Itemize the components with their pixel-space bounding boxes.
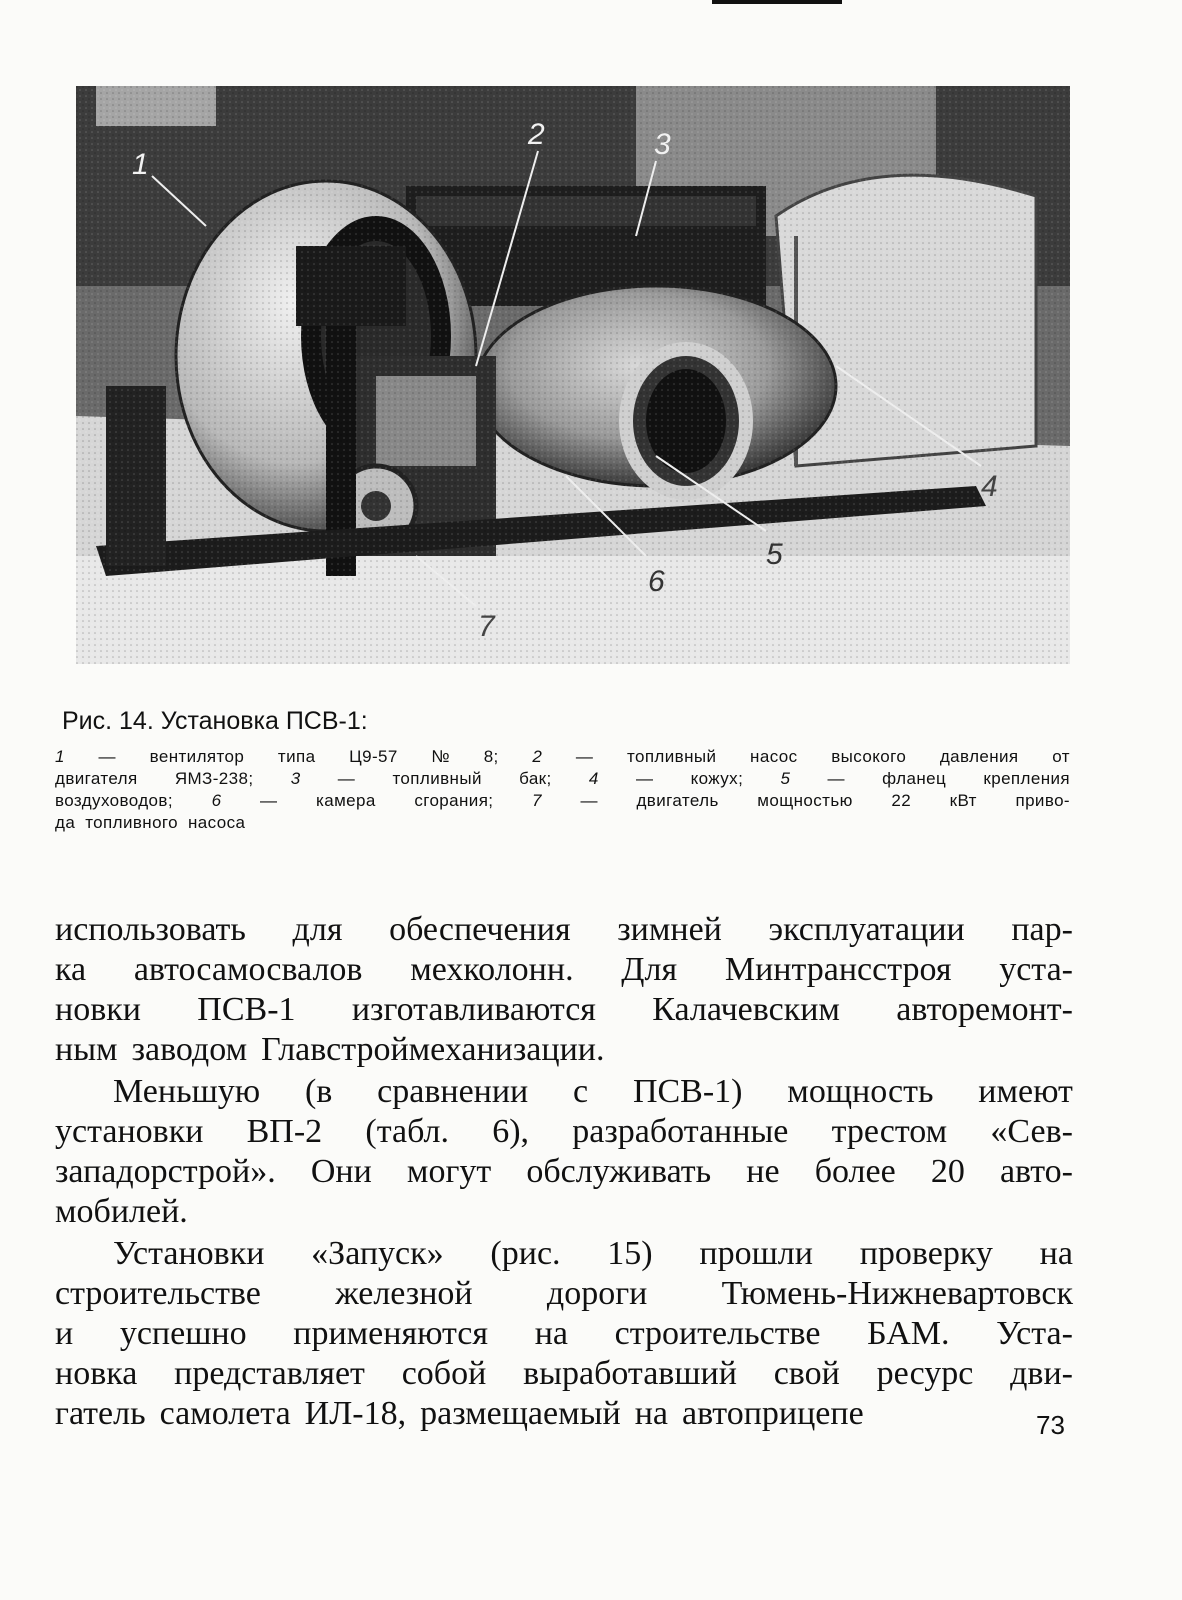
word: успешно: [119, 1315, 247, 1352]
word: новки: [55, 991, 141, 1028]
word: авто-: [999, 1153, 1073, 1190]
legend-word: 22: [891, 791, 912, 810]
word: установки: [55, 1113, 204, 1150]
word: ПСВ-1: [197, 991, 296, 1028]
body-text: [55, 910, 1073, 1436]
text-line: [55, 1030, 1073, 1070]
paragraph: [55, 1234, 1073, 1434]
word: на: [634, 1395, 668, 1432]
word: для: [292, 911, 343, 948]
word: автоприцепе: [681, 1395, 864, 1432]
word: выработавший: [523, 1355, 737, 1392]
legend-word: камера: [316, 791, 376, 810]
legend-word: насоса: [188, 813, 246, 832]
text-line: [55, 1354, 1073, 1394]
text-line: [55, 1394, 1073, 1434]
word: (в: [304, 1073, 333, 1110]
word: мехколонн.: [410, 951, 574, 988]
word: применяются: [293, 1315, 489, 1352]
legend-line: [55, 790, 1070, 812]
text-line: [55, 990, 1073, 1030]
word: новка: [55, 1355, 138, 1392]
callout-5: 5: [766, 538, 783, 571]
callout-1: 1: [132, 148, 149, 181]
callout-6: 6: [648, 565, 665, 598]
legend-word: 5: [780, 769, 791, 788]
word: ИЛ-18,: [304, 1395, 407, 1432]
word: зимней: [617, 911, 722, 948]
legend-word: кожух;: [690, 769, 744, 788]
legend-word: топливный: [626, 747, 717, 766]
callout-2: 2: [528, 118, 545, 151]
legend-word: от: [1052, 747, 1070, 766]
figure-legend: [55, 746, 1070, 834]
legend-word: 2: [532, 747, 543, 766]
word: разработанные: [572, 1113, 789, 1150]
word: обеспечения: [389, 911, 571, 948]
legend-word: —: [337, 769, 356, 788]
legend-word: —: [575, 747, 594, 766]
word: трестом: [831, 1113, 948, 1150]
text-line: [55, 910, 1073, 950]
legend-line: [55, 812, 1070, 834]
word: изготавливаются: [351, 991, 596, 1028]
text-line: [55, 950, 1073, 990]
word: заводом: [131, 1031, 248, 1068]
word: (рис.: [490, 1235, 561, 1272]
word: Они: [310, 1153, 372, 1190]
word: строительстве: [614, 1315, 821, 1352]
word: Главстроймеханизации.: [261, 1031, 605, 1068]
word: пар-: [1011, 911, 1073, 948]
legend-word: —: [827, 769, 845, 788]
word: «Запуск»: [311, 1235, 444, 1272]
word: западорстрой».: [55, 1153, 276, 1190]
word: ным: [55, 1031, 118, 1068]
paragraph: [55, 1072, 1073, 1232]
word: Уста-: [996, 1315, 1073, 1352]
page-number: 73: [1036, 1410, 1065, 1440]
word: (табл.: [365, 1113, 449, 1150]
text-line: [55, 1192, 1073, 1232]
word: на: [534, 1315, 568, 1352]
text-line: [55, 1234, 1073, 1274]
word: автосамосвалов: [133, 951, 363, 988]
word: 6),: [492, 1113, 530, 1150]
legend-word: вентилятор: [149, 747, 245, 766]
callout-4: 4: [981, 470, 998, 503]
word: не: [746, 1153, 780, 1190]
word: Меньшую: [113, 1073, 261, 1110]
word: могут: [406, 1153, 492, 1190]
word: ресурс: [876, 1355, 974, 1392]
word: гатель: [55, 1395, 146, 1432]
legend-word: 4: [588, 769, 599, 788]
word: мобилей.: [55, 1193, 188, 1230]
legend-word: типа: [277, 747, 316, 766]
legend-word: —: [580, 791, 598, 810]
word: уста-: [999, 951, 1073, 988]
top-rule: [712, 0, 842, 4]
legend-word: да: [55, 813, 76, 832]
legend-word: насос: [750, 747, 798, 766]
legend-word: высокого: [831, 747, 907, 766]
legend-word: бак;: [519, 769, 552, 788]
legend-word: топливный: [392, 769, 482, 788]
figure-photo: [76, 86, 1070, 664]
word: ВП-2: [246, 1113, 323, 1150]
word: Для: [621, 951, 678, 988]
word: более: [814, 1153, 896, 1190]
word: использовать: [55, 911, 246, 948]
word: дороги: [546, 1275, 648, 1312]
legend-word: ЯМЗ-238;: [174, 769, 254, 788]
word: Установки: [113, 1235, 265, 1272]
legend-word: двигателя: [55, 769, 138, 788]
legend-word: 3: [290, 769, 301, 788]
callout-7: 7: [478, 610, 495, 643]
text-line: [55, 1112, 1073, 1152]
word: эксплуатации: [768, 911, 965, 948]
word: самолета: [159, 1395, 291, 1432]
word: ка: [55, 951, 87, 988]
word: «Сев-: [990, 1113, 1073, 1150]
legend-word: 1: [55, 747, 65, 766]
word: представляет: [174, 1355, 365, 1392]
legend-word: крепления: [983, 769, 1070, 788]
word: размещаемый: [420, 1395, 621, 1432]
word: строительстве: [55, 1275, 261, 1312]
word: БАМ.: [867, 1315, 950, 1352]
word: авторемонт-: [896, 991, 1073, 1028]
legend-word: мощностью: [757, 791, 853, 810]
legend-word: воздуховодов;: [55, 791, 173, 810]
legend-word: топливного: [85, 813, 179, 832]
word: Минтрансстроя: [724, 951, 952, 988]
legend-word: фланец: [882, 769, 947, 788]
word: мощность: [787, 1073, 934, 1110]
text-line: [55, 1072, 1073, 1112]
word: Калачевским: [652, 991, 840, 1028]
callout-3: 3: [654, 128, 671, 161]
figure-caption-title: Рис. 14. Установка ПСВ-1:: [62, 707, 368, 735]
word: 20: [930, 1153, 965, 1190]
legend-word: 6: [211, 791, 222, 810]
word: ПСВ-1): [632, 1073, 743, 1110]
legend-line: [55, 746, 1070, 768]
word: проверку: [859, 1235, 993, 1272]
word: дви-: [1010, 1355, 1073, 1392]
word: и: [55, 1315, 74, 1352]
word: имеют: [978, 1073, 1073, 1110]
word: обслуживать: [526, 1153, 712, 1190]
legend-word: Ц9-57: [349, 747, 398, 766]
legend-word: —: [260, 791, 278, 810]
word: 15): [607, 1235, 653, 1272]
legend-word: —: [98, 747, 116, 766]
word: прошли: [699, 1235, 813, 1272]
legend-word: 7: [532, 791, 542, 810]
word: собой: [401, 1355, 487, 1392]
word: свой: [773, 1355, 840, 1392]
text-line: [55, 1152, 1073, 1192]
word: железной: [335, 1275, 473, 1312]
paragraph: [55, 910, 1073, 1070]
legend-line: [55, 768, 1070, 790]
word: с: [573, 1073, 589, 1110]
legend-word: №: [431, 747, 451, 766]
legend-word: —: [635, 769, 654, 788]
text-line: [55, 1314, 1073, 1354]
legend-word: 8;: [483, 747, 499, 766]
word: Тюмень-Нижневартовск: [721, 1275, 1073, 1312]
legend-word: сгорания;: [414, 791, 494, 810]
text-line: [55, 1274, 1073, 1314]
legend-word: двигатель: [636, 791, 719, 810]
word: на: [1039, 1235, 1073, 1272]
legend-word: давления: [939, 747, 1019, 766]
word: сравнении: [377, 1073, 529, 1110]
legend-word: приво-: [1015, 791, 1070, 810]
legend-word: кВт: [949, 791, 977, 810]
